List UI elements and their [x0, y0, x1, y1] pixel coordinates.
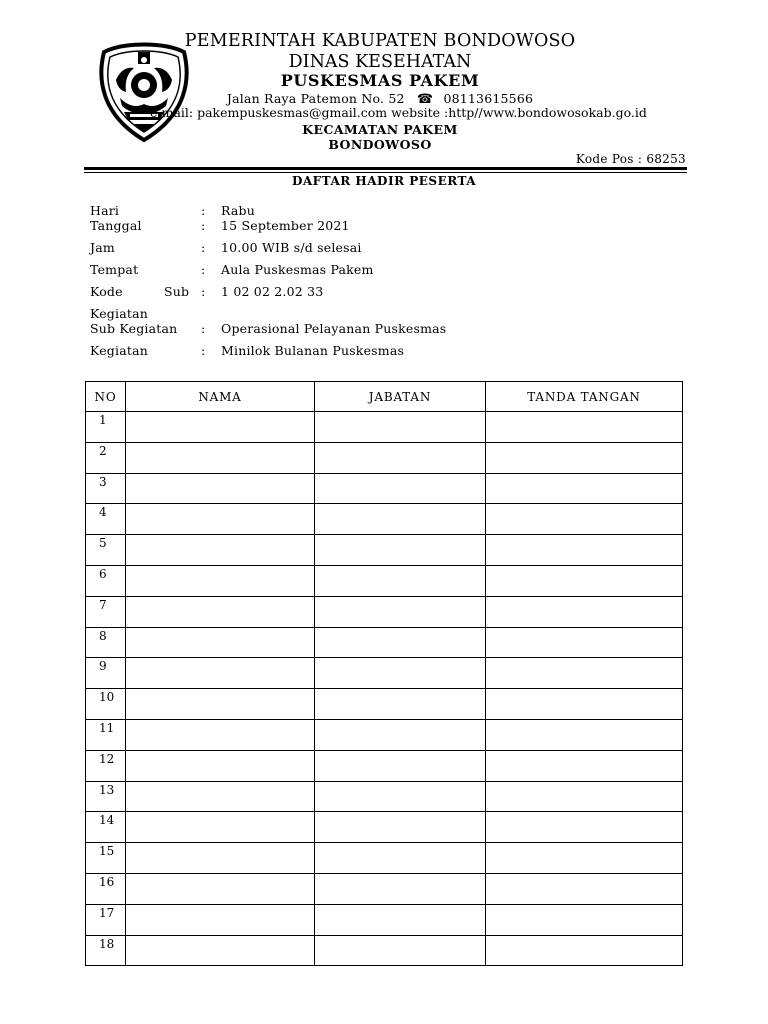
tanda-tangan-cell[interactable] [486, 719, 683, 750]
jabatan-cell[interactable] [315, 812, 486, 843]
table-row [86, 812, 683, 843]
kegiatan2-value: Minilok Bulanan Puskesmas [221, 343, 405, 358]
tanda-tangan-cell[interactable] [486, 412, 683, 443]
row-number: 17 [86, 904, 126, 935]
header-no: NO [86, 382, 126, 412]
table-row [86, 843, 683, 874]
kegiatan-label: Kegiatan [90, 306, 148, 321]
tanda-tangan-cell[interactable] [486, 750, 683, 781]
telephone-icon: ☎ [416, 92, 434, 107]
jabatan-cell[interactable] [315, 843, 486, 874]
tempat-label: Tempat [90, 262, 139, 277]
letterhead-city: BONDOWOSO [328, 137, 432, 152]
tanda-tangan-cell[interactable] [486, 627, 683, 658]
tanda-tangan-cell[interactable] [486, 904, 683, 935]
jabatan-cell[interactable] [315, 442, 486, 473]
row-number: 7 [86, 596, 126, 627]
row-number: 4 [86, 504, 126, 535]
table-row [86, 689, 683, 720]
attendance-table [85, 381, 683, 966]
row-number: 6 [86, 565, 126, 596]
table-row [86, 442, 683, 473]
hari-value: Rabu [221, 203, 256, 218]
hari-colon: : [201, 203, 206, 218]
nama-cell[interactable] [126, 473, 315, 504]
row-number: 15 [86, 843, 126, 874]
tanda-tangan-cell[interactable] [486, 812, 683, 843]
jabatan-cell[interactable] [315, 473, 486, 504]
tanda-tangan-cell[interactable] [486, 781, 683, 812]
nama-cell[interactable] [126, 412, 315, 443]
letterhead-postal-code: Kode Pos : 68253 [575, 152, 686, 166]
letterhead-divider-thin [84, 172, 687, 173]
jabatan-cell[interactable] [315, 935, 486, 966]
table-row [86, 627, 683, 658]
table-row [86, 412, 683, 443]
letterhead-address: Jalan Raya Patemon No. 52 [226, 91, 405, 106]
jabatan-cell[interactable] [315, 719, 486, 750]
jabatan-cell[interactable] [315, 535, 486, 566]
jabatan-cell[interactable] [315, 781, 486, 812]
letterhead-phone: 08113615566 [443, 91, 534, 106]
nama-cell[interactable] [126, 689, 315, 720]
row-number: 9 [86, 658, 126, 689]
tanggal-label: Tanggal [90, 218, 142, 233]
attendance-table-body [86, 412, 683, 966]
subkegiatan-colon: : [201, 321, 206, 336]
nama-cell[interactable] [126, 719, 315, 750]
nama-cell[interactable] [126, 596, 315, 627]
tanda-tangan-cell[interactable] [486, 873, 683, 904]
row-number: 8 [86, 627, 126, 658]
nama-cell[interactable] [126, 812, 315, 843]
nama-cell[interactable] [126, 565, 315, 596]
jam-label: Jam [90, 240, 115, 255]
table-row [86, 565, 683, 596]
letterhead-line-institution: PUSKESMAS PAKEM [280, 71, 480, 90]
kegiatan2-label: Kegiatan [90, 343, 148, 358]
table-row [86, 904, 683, 935]
row-number: 11 [86, 719, 126, 750]
row-number: 13 [86, 781, 126, 812]
tanda-tangan-cell[interactable] [486, 843, 683, 874]
nama-cell[interactable] [126, 904, 315, 935]
kode-colon: : [201, 284, 206, 299]
jabatan-cell[interactable] [315, 904, 486, 935]
row-number: 14 [86, 812, 126, 843]
nama-cell[interactable] [126, 935, 315, 966]
tempat-value: Aula Puskesmas Pakem [221, 262, 374, 277]
tanda-tangan-cell[interactable] [486, 442, 683, 473]
table-row [86, 504, 683, 535]
tanda-tangan-cell[interactable] [486, 658, 683, 689]
table-row [86, 750, 683, 781]
tanda-tangan-cell[interactable] [486, 473, 683, 504]
header-nama: NAMA [126, 382, 315, 412]
header-jabatan: JABATAN [315, 382, 486, 412]
tempat-colon: : [201, 262, 206, 277]
row-number: 18 [86, 935, 126, 966]
row-number: 5 [86, 535, 126, 566]
tanda-tangan-cell[interactable] [486, 689, 683, 720]
kode-label: Kode [90, 284, 123, 299]
table-row [86, 873, 683, 904]
row-number: 2 [86, 442, 126, 473]
tanda-tangan-cell[interactable] [486, 504, 683, 535]
jabatan-cell[interactable] [315, 658, 486, 689]
row-number: 10 [86, 689, 126, 720]
table-row [86, 781, 683, 812]
hari-label: Hari [90, 203, 120, 218]
nama-cell[interactable] [126, 873, 315, 904]
header-tanda-tangan: TANDA TANGAN [486, 382, 683, 412]
table-header-row [86, 382, 683, 412]
row-number: 3 [86, 473, 126, 504]
kode-value: 1 02 02 2.02 33 [221, 284, 324, 299]
letterhead-line-department: DINAS KESEHATAN [288, 52, 472, 72]
row-number: 16 [86, 873, 126, 904]
table-row [86, 473, 683, 504]
nama-cell[interactable] [126, 627, 315, 658]
jabatan-cell[interactable] [315, 750, 486, 781]
nama-cell[interactable] [126, 504, 315, 535]
jabatan-cell[interactable] [315, 504, 486, 535]
jabatan-cell[interactable] [315, 627, 486, 658]
nama-cell[interactable] [126, 750, 315, 781]
document-title: DAFTAR HADIR PESERTA [291, 174, 477, 188]
tanda-tangan-cell[interactable] [486, 596, 683, 627]
nama-cell[interactable] [126, 535, 315, 566]
subkegiatan-label: Sub Kegiatan [90, 321, 178, 336]
kegiatan2-colon: : [201, 343, 206, 358]
tanggal-colon: : [201, 218, 206, 233]
jabatan-cell[interactable] [315, 596, 486, 627]
table-row [86, 596, 683, 627]
letterhead-email-website: e-mail: pakempuskesmas@gmail.com website :http//www.bondowosokab.go.id [150, 105, 647, 120]
tanda-tangan-cell[interactable] [486, 535, 683, 566]
letterhead-district: KECAMATAN PAKEM [302, 122, 458, 137]
tanda-tangan-cell[interactable] [486, 565, 683, 596]
jabatan-cell[interactable] [315, 873, 486, 904]
nama-cell[interactable] [126, 781, 315, 812]
subkegiatan-value: Operasional Pelayanan Puskesmas [221, 321, 447, 336]
jam-colon: : [201, 240, 206, 255]
row-number: 1 [86, 412, 126, 443]
jabatan-cell[interactable] [315, 689, 486, 720]
nama-cell[interactable] [126, 442, 315, 473]
nama-cell[interactable] [126, 843, 315, 874]
row-number: 12 [86, 750, 126, 781]
jam-value: 10.00 WIB s/d selesai [221, 240, 362, 255]
table-row [86, 658, 683, 689]
table-row [86, 935, 683, 966]
tanggal-value: 15 September 2021 [221, 218, 350, 233]
letterhead-line-government: PEMERINTAH KABUPATEN BONDOWOSO [184, 31, 576, 51]
letterhead-divider-thick [84, 167, 687, 170]
nama-cell[interactable] [126, 658, 315, 689]
jabatan-cell[interactable] [315, 565, 486, 596]
tanda-tangan-cell[interactable] [486, 935, 683, 966]
table-row [86, 535, 683, 566]
table-row [86, 719, 683, 750]
kode-sub-label: Sub [164, 284, 190, 299]
jabatan-cell[interactable] [315, 412, 486, 443]
